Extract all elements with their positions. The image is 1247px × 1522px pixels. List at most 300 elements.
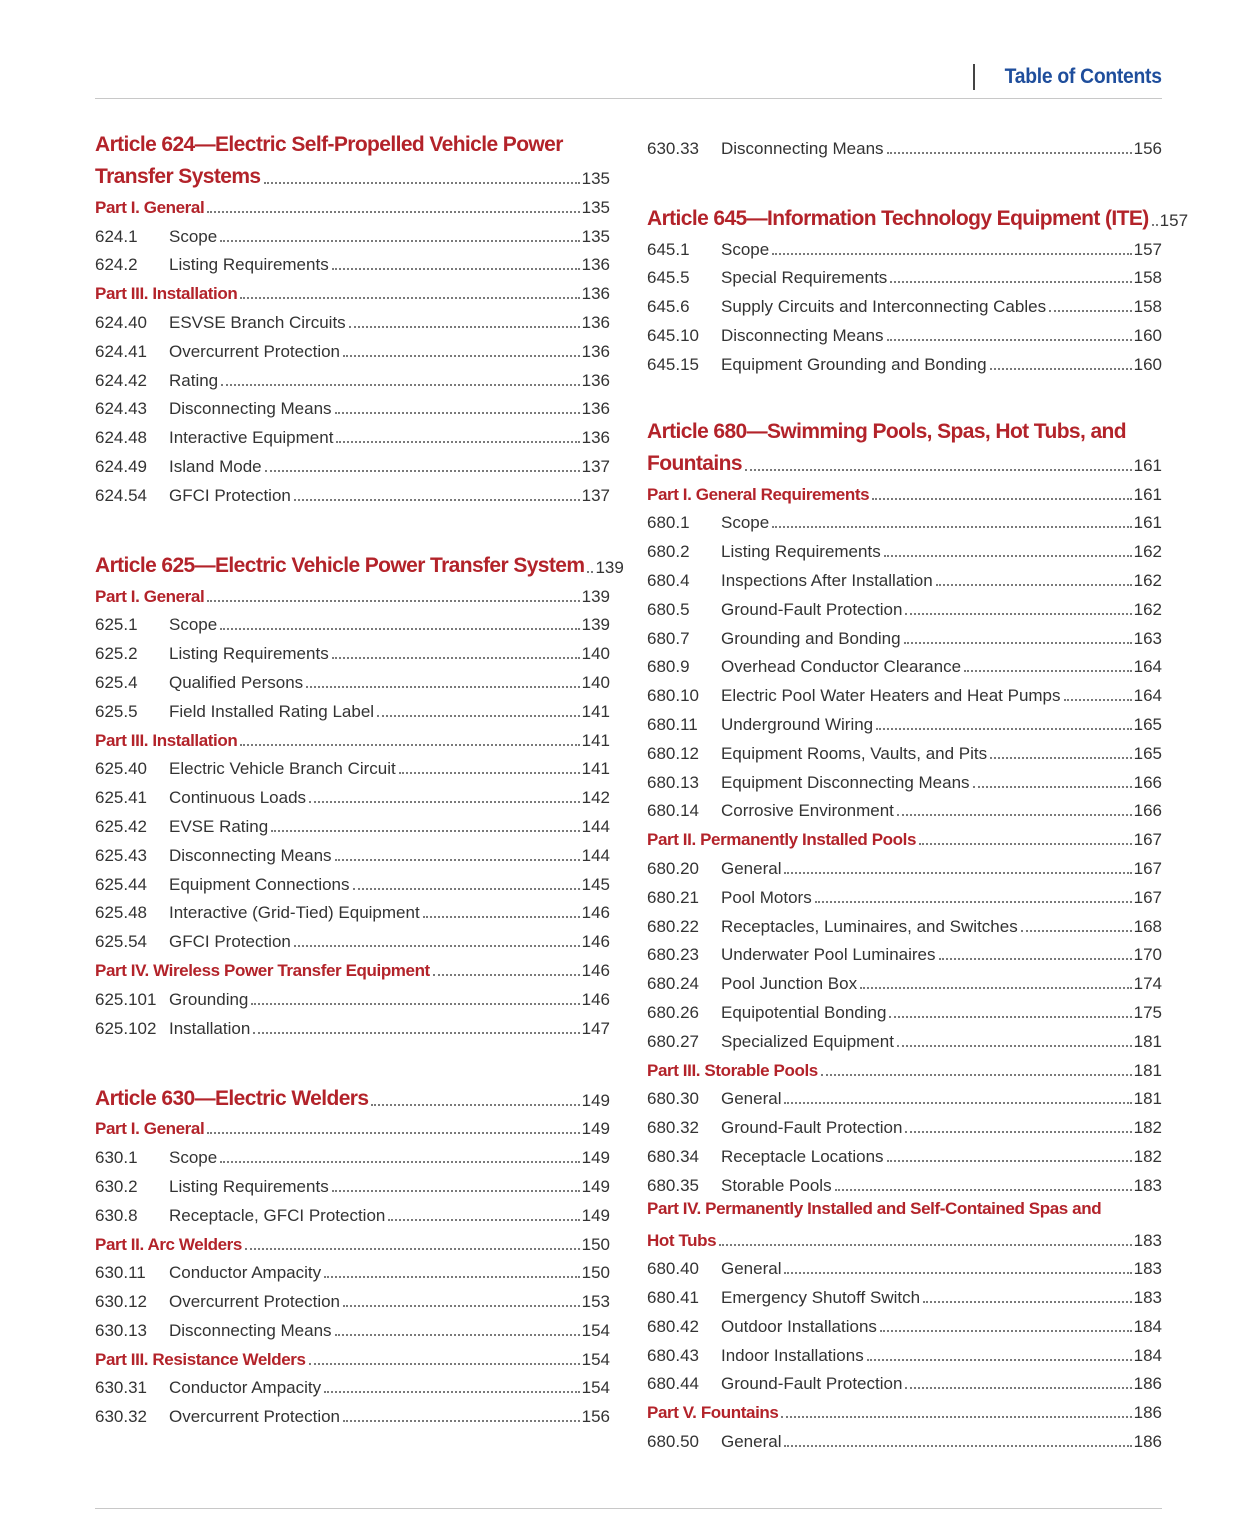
dot-leader: [887, 1160, 1132, 1162]
part-heading: [647, 1196, 1162, 1222]
section-title: General: [721, 1259, 782, 1279]
toc-entry[interactable]: [95, 693, 610, 722]
page-number: 156: [581, 1407, 610, 1427]
toc-entry[interactable]: [95, 218, 610, 247]
dot-leader: [251, 1003, 579, 1005]
page-number: 182: [1133, 1118, 1162, 1138]
page-number: 175: [1133, 1002, 1162, 1022]
section-number: 630.1: [95, 1148, 138, 1168]
article-heading-row[interactable]: [647, 201, 1189, 231]
section-number: 680.5: [647, 599, 690, 619]
toc-entry[interactable]: [647, 1279, 1162, 1308]
section-number: 630.31: [95, 1378, 147, 1398]
page-number: 136: [581, 399, 610, 419]
dot-leader: [335, 1334, 580, 1336]
page-number: 166: [1133, 772, 1162, 792]
dot-leader: [294, 945, 580, 947]
toc-entry[interactable]: [95, 419, 610, 448]
article-heading-row[interactable]: [95, 1081, 610, 1111]
page-number: 186: [1133, 1403, 1162, 1423]
toc-entry[interactable]: [647, 793, 1162, 822]
page-number: 150: [581, 1234, 610, 1254]
toc-entry[interactable]: [647, 1308, 1162, 1337]
dot-leader: [867, 1359, 1132, 1361]
toc-entry[interactable]: [647, 505, 1162, 534]
section-title: Disconnecting Means: [721, 138, 884, 158]
toc-entry[interactable]: [95, 304, 610, 333]
part-heading-row[interactable]: [95, 189, 610, 218]
section-number: 645.1: [647, 239, 690, 259]
page-number: 154: [581, 1320, 610, 1340]
section-number: 625.44: [95, 874, 147, 894]
page-number: 161: [1133, 513, 1162, 533]
section-title: Disconnecting Means: [169, 399, 332, 419]
section-title: Listing Requirements: [169, 1176, 329, 1196]
page-number: 144: [581, 816, 610, 836]
article-heading-row[interactable]: [95, 159, 610, 189]
toc-entry[interactable]: [95, 635, 610, 664]
section-title: Scope: [721, 513, 770, 533]
toc-entry[interactable]: [647, 1337, 1162, 1366]
page-number: 162: [1133, 570, 1162, 590]
page-number: 149: [581, 1205, 610, 1225]
page-number: 136: [581, 428, 610, 448]
dot-leader: [905, 1131, 1131, 1133]
dot-leader: [887, 339, 1132, 341]
toc-entry[interactable]: [647, 937, 1162, 966]
section-number: 625.40: [95, 759, 147, 779]
section-title: Equipotential Bonding: [721, 1002, 887, 1022]
section-number: 625.2: [95, 644, 138, 664]
top-rule: [95, 98, 1162, 99]
part-heading-row[interactable]: [647, 1394, 1162, 1423]
dot-leader: [220, 628, 579, 630]
section-title: GFCI Protection: [169, 485, 291, 505]
section-number: 680.32: [647, 1118, 699, 1138]
page-number: 140: [581, 644, 610, 664]
article-title: Transfer Systems: [95, 165, 261, 188]
dot-leader: [353, 888, 580, 890]
page-number: 149: [581, 1119, 610, 1139]
section-number: 680.1: [647, 513, 690, 533]
page-number: 184: [1133, 1345, 1162, 1365]
dot-leader: [335, 859, 580, 861]
dot-leader: [904, 642, 1132, 644]
toc-entry[interactable]: [95, 1168, 610, 1197]
section-number: 680.26: [647, 1002, 699, 1022]
page-number: 141: [581, 759, 610, 779]
section-number: 630.13: [95, 1320, 147, 1340]
section-number: 630.11: [95, 1263, 146, 1283]
page-number: 141: [581, 701, 610, 721]
page-number: 157: [1133, 239, 1162, 259]
toc-entry[interactable]: [647, 908, 1162, 937]
page-number: 146: [581, 932, 610, 952]
page-number: 146: [581, 989, 610, 1009]
dot-leader: [784, 1272, 1131, 1274]
section-title: Scope: [721, 239, 770, 259]
part-heading-row[interactable]: [647, 1052, 1162, 1081]
part-heading: Part I. General: [95, 1119, 205, 1139]
section-title: Conductor Ampacity: [169, 1378, 322, 1398]
part-heading-row[interactable]: [95, 1111, 610, 1140]
toc-entry[interactable]: [95, 1312, 610, 1341]
dot-leader: [923, 1301, 1132, 1303]
section-number: 680.50: [647, 1432, 699, 1452]
dot-leader: [423, 916, 580, 918]
page-number: 184: [1133, 1316, 1162, 1336]
toc-entry[interactable]: [95, 751, 610, 780]
toc-entry[interactable]: [647, 1081, 1162, 1110]
toc-entry[interactable]: [95, 895, 610, 924]
toc-entry[interactable]: [95, 391, 610, 420]
section-number: 680.43: [647, 1345, 699, 1365]
toc-entry[interactable]: [647, 1366, 1162, 1395]
page-number: 182: [1133, 1146, 1162, 1166]
page-number: 174: [1133, 974, 1162, 994]
section-number: 680.9: [647, 657, 690, 677]
section-title: Ground-Fault Protection: [721, 599, 903, 619]
article-title: Article 645—Information Technology Equipment (ITE): [647, 206, 1149, 230]
toc-entry[interactable]: [95, 607, 610, 636]
part-heading-row[interactable]: [647, 821, 1162, 850]
section-title: Corrosive Environment: [721, 801, 894, 821]
page-number: 137: [581, 485, 610, 505]
page-number: 136: [581, 370, 610, 390]
dot-leader: [336, 441, 579, 443]
dot-leader: [835, 1189, 1132, 1191]
section-title: Overcurrent Protection: [169, 1292, 341, 1312]
section-title: Storable Pools: [721, 1175, 832, 1195]
toc-entry[interactable]: [95, 1370, 610, 1399]
dot-leader: [220, 1161, 579, 1163]
page-number: 137: [581, 456, 610, 476]
article-title: Article 624—Electric Self-Propelled Vehicle Power: [95, 133, 563, 156]
section-number: 625.5: [95, 701, 138, 721]
section-number: 625.4: [95, 672, 138, 692]
section-number: 625.102: [95, 1018, 157, 1038]
part-heading-row[interactable]: [647, 476, 1162, 505]
section-title: Overcurrent Protection: [169, 341, 341, 361]
toc-entry[interactable]: [647, 1251, 1162, 1280]
section-title: Receptacle Locations: [721, 1146, 884, 1166]
section-title: Ground-Fault Protection: [721, 1374, 903, 1394]
section-number: 680.21: [647, 887, 699, 907]
page-number: 136: [581, 341, 610, 361]
section-number: 624.2: [95, 255, 138, 275]
toc-entry[interactable]: [95, 779, 610, 808]
part-heading-row[interactable]: [95, 1226, 610, 1255]
dot-leader: [990, 757, 1131, 759]
section-number: 680.13: [647, 772, 699, 792]
section-title: General: [721, 1432, 782, 1452]
dot-leader: [772, 253, 1131, 255]
section-number: 625.48: [95, 903, 147, 923]
part-heading: Part III. Resistance Welders: [95, 1349, 306, 1369]
page-number: 157: [1159, 210, 1189, 230]
page-number: 146: [581, 960, 610, 980]
toc-entry[interactable]: [647, 764, 1162, 793]
toc-entry[interactable]: [647, 620, 1162, 649]
toc-entry[interactable]: [647, 288, 1162, 317]
section-number: 624.54: [95, 485, 147, 505]
page-number: 168: [1133, 916, 1162, 936]
section-title: Disconnecting Means: [169, 845, 332, 865]
article-heading-row[interactable]: [647, 446, 1162, 476]
article-heading-row[interactable]: [95, 548, 624, 578]
page-number: 183: [1133, 1259, 1162, 1279]
section-number: 624.1: [95, 226, 138, 246]
toc-entry[interactable]: [95, 362, 610, 391]
toc-entry[interactable]: [647, 706, 1162, 735]
toc-entry[interactable]: [95, 247, 610, 276]
toc-entry[interactable]: [647, 130, 1162, 159]
page-number: 154: [581, 1378, 610, 1398]
page-number: 149: [581, 1090, 610, 1110]
dot-leader: [990, 368, 1132, 370]
section-title: Grounding: [169, 989, 249, 1009]
dot-leader: [880, 1330, 1132, 1332]
part-heading-row[interactable]: [95, 275, 610, 304]
dot-leader: [324, 1391, 579, 1393]
page-number: 135: [581, 197, 610, 217]
dot-leader: [781, 1416, 1131, 1418]
section-number: 680.30: [647, 1089, 699, 1109]
section-title: General: [721, 858, 782, 878]
toc-entry[interactable]: [95, 923, 610, 952]
toc-entry[interactable]: [647, 1167, 1162, 1196]
section-title: Indoor Installations: [721, 1345, 864, 1365]
section-number: 625.42: [95, 816, 147, 836]
section-title: Scope: [169, 615, 218, 635]
page-number: 164: [1133, 657, 1162, 677]
part-heading: Part II. Arc Welders: [95, 1234, 242, 1254]
section-title: Conductor Ampacity: [169, 1263, 322, 1283]
section-title: Equipment Disconnecting Means: [721, 772, 970, 792]
section-number: 680.2: [647, 542, 690, 562]
dot-leader: [1152, 224, 1158, 226]
toc-entry[interactable]: [647, 1138, 1162, 1167]
section-number: 624.43: [95, 399, 147, 419]
page-number: 144: [581, 845, 610, 865]
section-number: 630.32: [95, 1407, 147, 1427]
section-title: EVSE Rating: [169, 816, 269, 836]
section-title: Equipment Rooms, Vaults, and Pits: [721, 743, 988, 763]
part-heading-row[interactable]: [95, 578, 610, 607]
section-number: 630.12: [95, 1292, 147, 1312]
toc-entry[interactable]: [95, 1255, 610, 1284]
page-number: 160: [1133, 325, 1162, 345]
section-number: 624.48: [95, 428, 147, 448]
dot-leader: [335, 412, 580, 414]
page-number: 161: [1133, 484, 1162, 504]
page-number: 166: [1133, 801, 1162, 821]
section-number: 680.4: [647, 570, 690, 590]
page-number: 183: [1133, 1230, 1162, 1250]
toc-entry[interactable]: [95, 1139, 610, 1168]
page-number: 161: [1133, 455, 1162, 475]
page-number: 165: [1133, 743, 1162, 763]
toc-left-column: [95, 130, 624, 1427]
section-number: 680.14: [647, 801, 699, 821]
page-number: 160: [1133, 354, 1162, 374]
dot-leader: [309, 1363, 580, 1365]
part-heading-row[interactable]: [95, 952, 610, 981]
dot-leader: [1049, 310, 1132, 312]
toc-entry[interactable]: [95, 1010, 610, 1039]
section-title: Supply Circuits and Interconnecting Cables: [721, 297, 1047, 317]
toc-entry[interactable]: [647, 533, 1162, 562]
toc-right-column: [647, 130, 1189, 1452]
part-heading: Part IV. Wireless Power Transfer Equipment: [95, 960, 430, 980]
dot-leader: [207, 211, 579, 213]
dot-leader: [240, 744, 579, 746]
page-header: [973, 62, 1162, 92]
dot-leader: [240, 297, 579, 299]
toc-entry[interactable]: [647, 965, 1162, 994]
dot-leader: [939, 958, 1132, 960]
toc-entry[interactable]: [647, 1023, 1162, 1052]
dot-leader: [220, 240, 579, 242]
dot-leader: [876, 728, 1131, 730]
section-number: 680.27: [647, 1031, 699, 1051]
toc-entry[interactable]: [647, 994, 1162, 1023]
page-number: 153: [581, 1292, 610, 1312]
page-number: 142: [581, 788, 610, 808]
section-title: GFCI Protection: [169, 932, 291, 952]
dot-leader: [371, 1104, 579, 1106]
section-title: Electric Vehicle Branch Circuit: [169, 759, 396, 779]
page-number: 186: [1133, 1374, 1162, 1394]
dot-leader: [253, 1032, 579, 1034]
page-number: 158: [1133, 297, 1162, 317]
section-number: 680.20: [647, 858, 699, 878]
page-number: 181: [1133, 1060, 1162, 1080]
toc-entry[interactable]: [647, 260, 1162, 289]
toc-entry[interactable]: [647, 677, 1162, 706]
section-number: 625.43: [95, 845, 147, 865]
section-title: Emergency Shutoff Switch: [721, 1288, 921, 1308]
toc-entry[interactable]: [647, 1109, 1162, 1138]
toc-entry[interactable]: [647, 879, 1162, 908]
toc-entry[interactable]: [647, 231, 1162, 260]
dot-leader: [332, 657, 580, 659]
dot-leader: [772, 526, 1131, 528]
part-heading: Part I. General: [95, 197, 205, 217]
page-number: 136: [581, 255, 610, 275]
dot-leader: [349, 326, 580, 328]
section-number: 645.15: [647, 354, 699, 374]
toc-entry[interactable]: [647, 591, 1162, 620]
dot-leader: [890, 281, 1131, 283]
page-number: 139: [595, 557, 624, 577]
page-number: 181: [1133, 1031, 1162, 1051]
page-number: 145: [581, 874, 610, 894]
dot-leader: [309, 801, 580, 803]
page-number: 140: [581, 672, 610, 692]
dot-leader: [399, 772, 580, 774]
page-number: 170: [1133, 945, 1162, 965]
dot-leader: [745, 469, 1132, 471]
dot-leader: [1021, 930, 1132, 932]
dot-leader: [587, 571, 593, 573]
section-title: Ground-Fault Protection: [721, 1118, 903, 1138]
toc-entry[interactable]: [647, 346, 1162, 375]
article-block: [647, 417, 1162, 1452]
toc-entry[interactable]: [647, 735, 1162, 764]
dot-leader: [1064, 699, 1132, 701]
toc-entry[interactable]: [95, 808, 610, 837]
part-heading: Part V. Fountains: [647, 1403, 779, 1423]
article-block: [95, 1081, 610, 1428]
article-title: Article 680—Swimming Pools, Spas, Hot Tubs, and: [647, 419, 1127, 443]
toc-entry[interactable]: [95, 1398, 610, 1427]
page-number: 136: [581, 284, 610, 304]
dot-leader: [377, 715, 580, 717]
bottom-rule: [95, 1508, 1162, 1509]
article-block: [95, 548, 624, 1039]
toc-entry[interactable]: [647, 649, 1162, 678]
toc-entry[interactable]: [95, 477, 610, 506]
section-number: 680.34: [647, 1146, 699, 1166]
section-number: 680.35: [647, 1175, 699, 1195]
toc-entry[interactable]: [647, 562, 1162, 591]
toc-entry[interactable]: [647, 317, 1162, 346]
section-number: 624.49: [95, 456, 147, 476]
article-block: [95, 130, 610, 506]
section-number: 645.10: [647, 325, 699, 345]
section-title: Overhead Conductor Clearance: [721, 657, 962, 677]
dot-leader: [936, 584, 1132, 586]
article-block: [647, 201, 1189, 375]
toc-entry[interactable]: [95, 1283, 610, 1312]
article-title: Article 630—Electric Welders: [95, 1086, 369, 1110]
part-heading-text: Part IV. Permanently Installed and Self-Contained Spas and: [647, 1198, 1102, 1218]
toc-entry[interactable]: [95, 1197, 610, 1226]
section-number: 680.40: [647, 1259, 699, 1279]
toc-entry[interactable]: [95, 866, 610, 895]
dot-leader: [294, 499, 580, 501]
part-heading-row[interactable]: [647, 1222, 1162, 1251]
section-number: 680.12: [647, 743, 699, 763]
section-number: 680.44: [647, 1374, 699, 1394]
toc-entry[interactable]: [647, 850, 1162, 879]
dot-leader: [207, 1132, 579, 1134]
toc-entry[interactable]: [95, 664, 610, 693]
dot-leader: [784, 1102, 1131, 1104]
page-number: 149: [581, 1148, 610, 1168]
toc-entry[interactable]: [95, 333, 610, 362]
toc-entry[interactable]: [95, 448, 610, 477]
part-heading-row[interactable]: [95, 722, 610, 751]
toc-entry[interactable]: [95, 837, 610, 866]
dot-leader: [265, 470, 580, 472]
page-number: 181: [1133, 1089, 1162, 1109]
section-title: Pool Junction Box: [721, 974, 858, 994]
page-number: 165: [1133, 714, 1162, 734]
part-heading-row[interactable]: [95, 1341, 610, 1370]
part-heading: Part III. Storable Pools: [647, 1060, 818, 1080]
dot-leader: [271, 830, 579, 832]
dot-leader: [343, 1420, 580, 1422]
dot-leader: [821, 1074, 1132, 1076]
article-title: Fountains: [647, 451, 742, 475]
page-number: 135: [581, 169, 610, 188]
part-heading: Part III. Installation: [95, 730, 238, 750]
toc-entry[interactable]: [95, 981, 610, 1010]
section-number: 625.101: [95, 989, 157, 1009]
toc-entry[interactable]: [647, 1423, 1162, 1452]
